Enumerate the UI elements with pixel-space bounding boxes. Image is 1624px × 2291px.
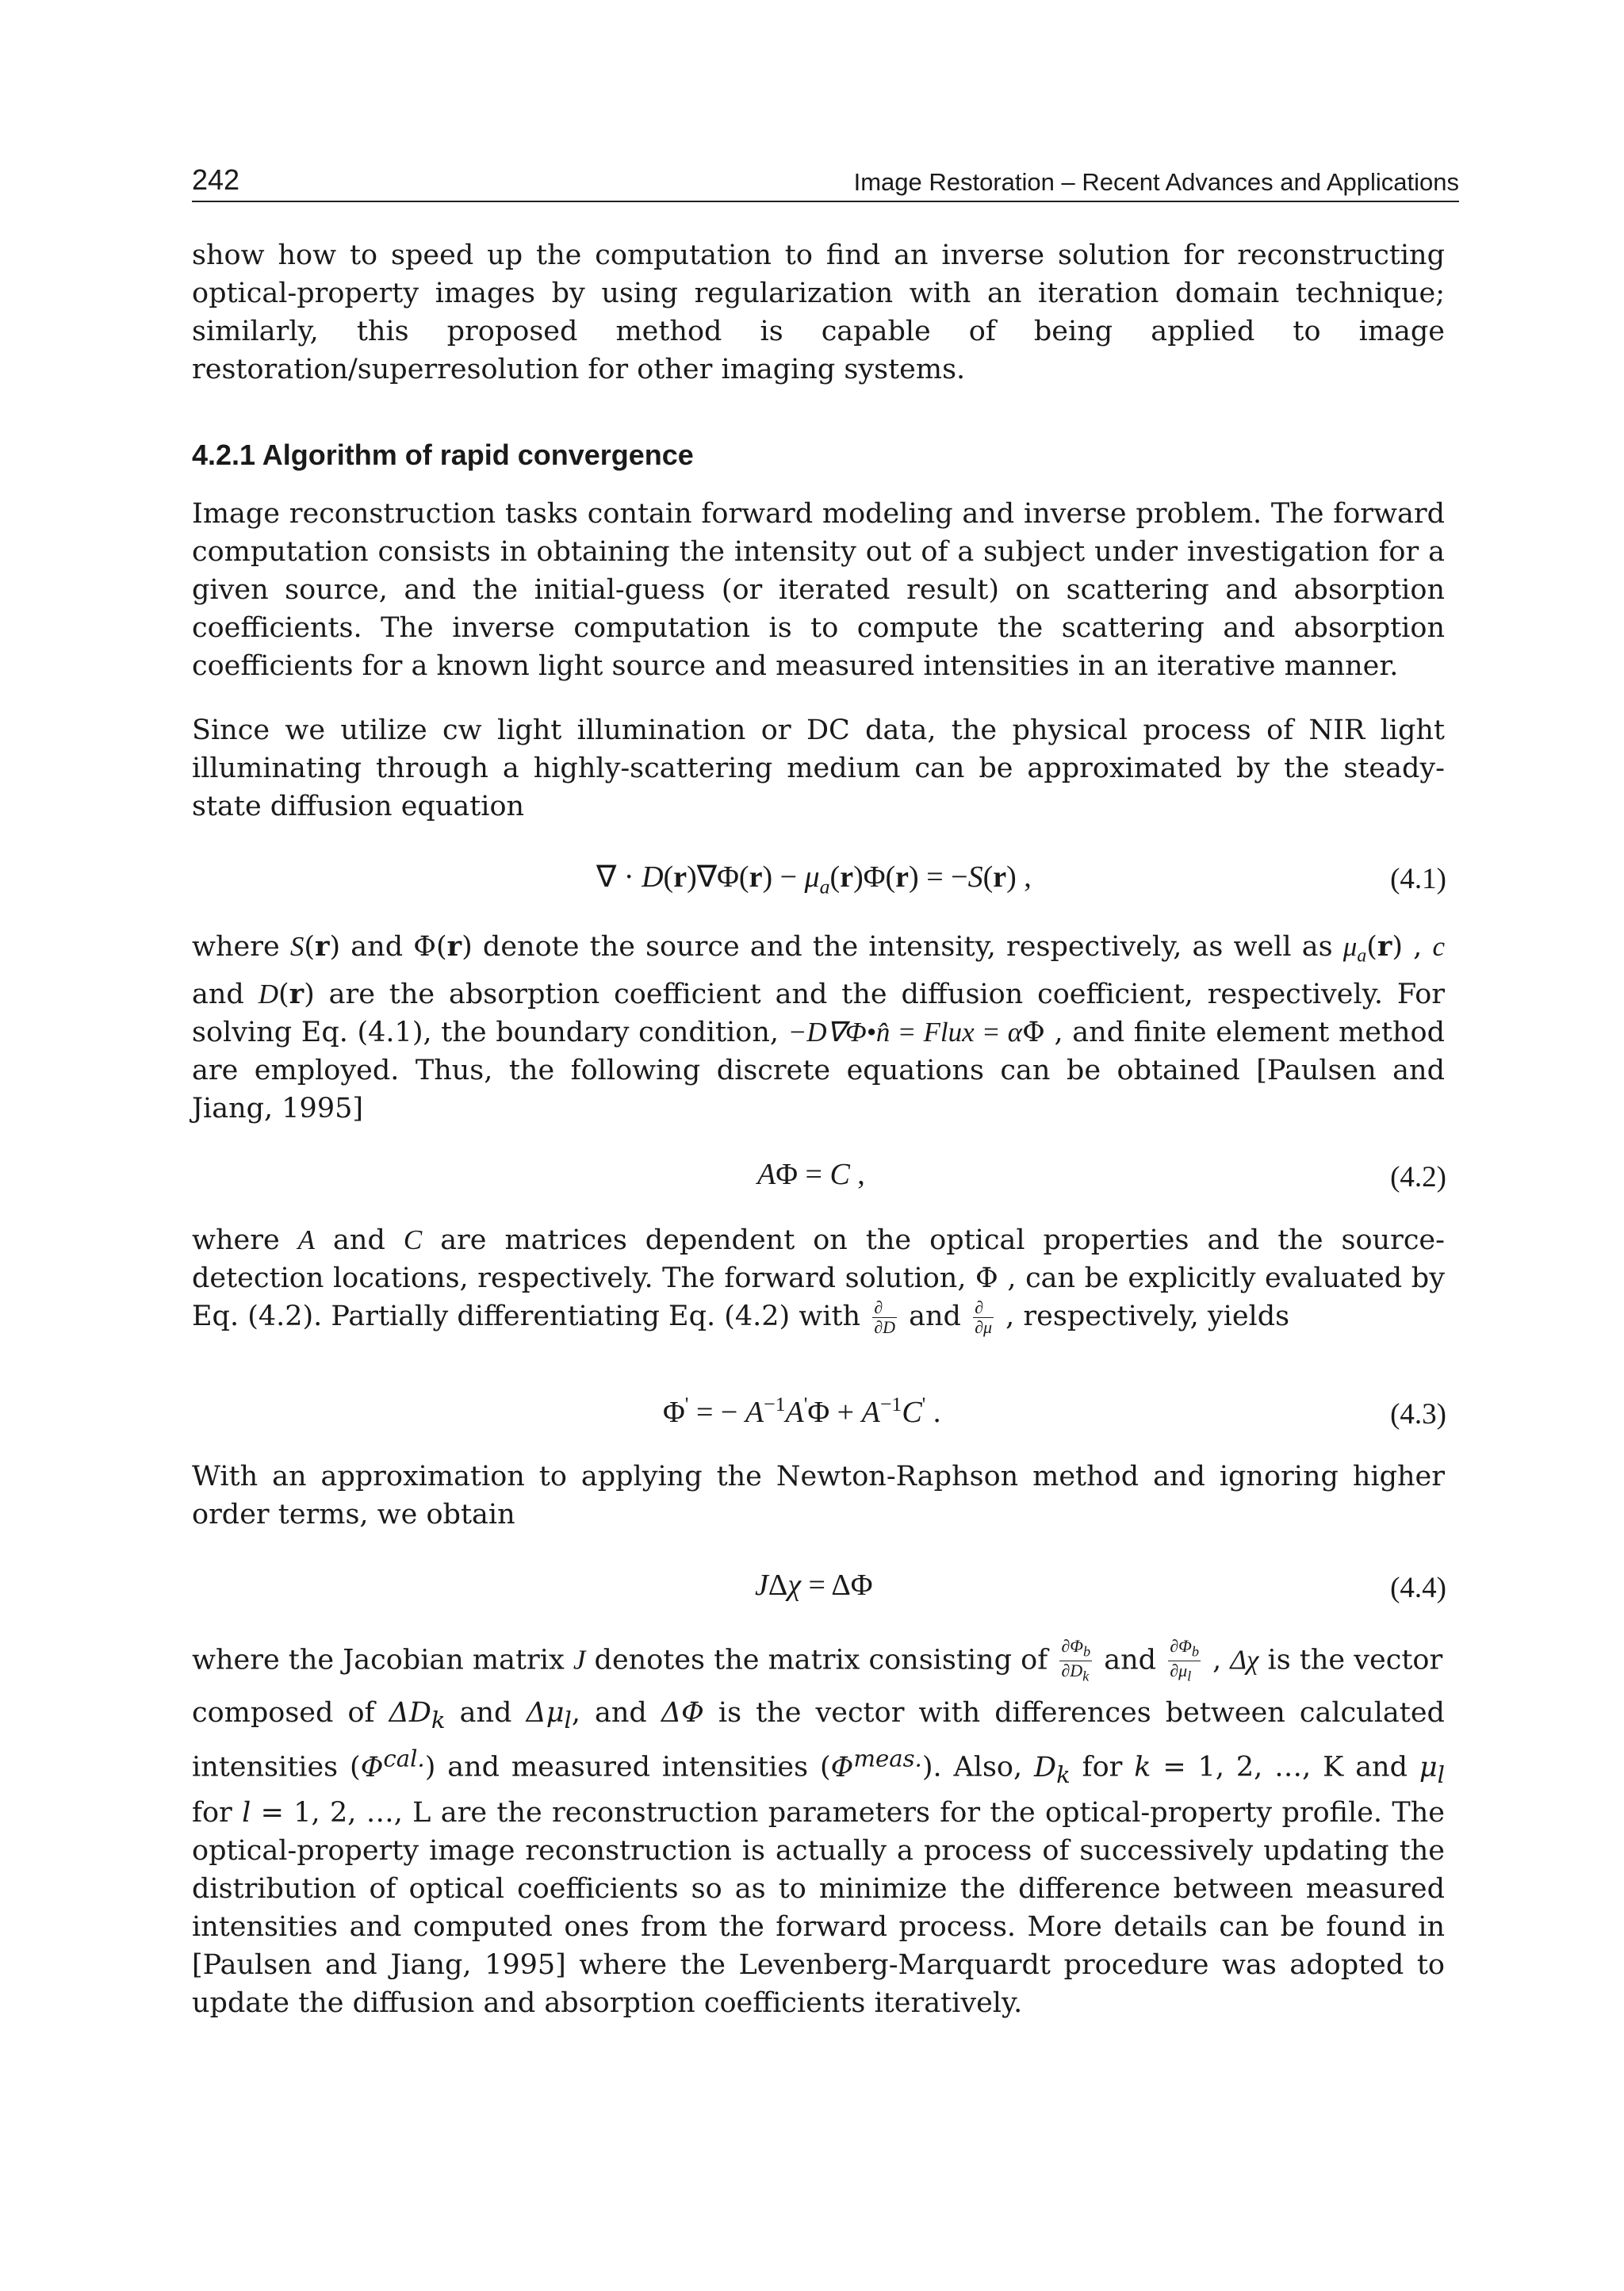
paragraph-intro: show how to speed up the computation to find an inverse solution for reconstructing optical-property images by using regularization with an iteration domain technique; similarly, this proposed method is capable of being applied to image restoration/superresolution for other imaging systems.: [192, 239, 1445, 385]
equation-number-4-1: (4.1): [1390, 863, 1446, 895]
paragraph-composed: composed of $\Delta D_k$ and $\Delta\mu_l$, and ΔΦ is the vector with differences between calculated intensities $(\Phi^{cal.})$ and measured intensities $(\Phi^{meas.})$. Also, $D_k$ for k = 1, 2, …, K and $\mu_l$ for l = 1, 2, …, L are the reconstruction parameters for the optical-property profile. The optical-property image reconstruction is actually a process of successively updating the distribution of optical coefficients so as to minimize the difference between measured intensities and computed ones from the forward process. More details can be found in [Paulsen and Jiang, 1995] where the Levenberg-Marquardt procedure was adopted to update the diffusion and absorption coefficients iteratively.: [192, 1697, 1445, 2019]
equation-number-4-3: (4.3): [1390, 1398, 1446, 1431]
equation-4-2: AΦ = C ,: [757, 1158, 865, 1191]
header-rule: [192, 201, 1459, 202]
running-title: Image Restoration – Recent Advances and Applications: [853, 168, 1459, 196]
paragraph-forward: Image reconstruction tasks contain forward modeling and inverse problem. The forward computation consists in obtaining the intensity out of a subject under investigation for a given source, and the initial-guess (or iterated result) on scattering and absorption coefficients. The inverse computation is to compute the scattering and absorption coefficients for a known light source and measured intensities in an iterative manner.: [192, 498, 1445, 682]
paragraph-jacobian: where the Jacobian matrix J denotes the matrix consisting of $\frac{\partial\Phi_b}{\partial D_k}$ and $\frac{\partial\Phi_b}{\partial\mu_l}$ , Δχ is the vector: [192, 1636, 1443, 1684]
equation-4-3: Φ' = − $A^{-1}A'\Phi + A^{-1}C'$ .: [663, 1393, 941, 1430]
equation-4-1: ∇ · $D(r)\nabla\Phi(r) - \mu_a(r)\Phi(r) = -S(r)$ ,: [596, 860, 1032, 898]
equation-number-4-2: (4.2): [1390, 1161, 1446, 1193]
equation-4-4: JΔχ = ΔΦ: [755, 1569, 873, 1602]
partial-phi-mul-fraction: $\frac{\partial\Phi_b}{\partial\mu_l}$: [1170, 1636, 1200, 1684]
paragraph-cw: Since we utilize cw light illumination or DC data, the physical process of NIR light illuminating through a highly-scattering medium can be approximated by the steady-state diffusion equation: [192, 715, 1445, 822]
section-heading: 4.2.1 Algorithm of rapid convergence: [192, 439, 694, 471]
paragraph-where-2: where A and C are matrices dependent on the optical properties and the source-detection locations, respectively. The forward solution, Φ , can be explicitly evaluated by Eq. (4.2). Partially differentiating Eq. (4.2) with $\frac{\partial}{\partial D}$ and $\frac{\partial}{\partial\mu}$ , respectively, yields: [192, 1224, 1445, 1337]
partial-mu-fraction: $\frac{\partial}{\partial\mu}$: [975, 1297, 993, 1337]
paragraph-where-1: where S(r) and Φ(r) denote the source and the intensity, respectively, as well as $\mu_a(r)$ , c and D(r) are the absorption coefficient and the diffusion coefficient, respectively. For solving Eq. (4.1), the boundary condition, −D∇Φ•n̂ = Flux = αΦ , and finite element method are employed. Thus, the following discrete equations can be obtained [Paulsen and Jiang, 1995]: [192, 930, 1446, 1124]
equation-number-4-4: (4.4): [1390, 1572, 1446, 1604]
page-number: 242: [192, 163, 240, 196]
paragraph-newton: With an approximation to applying the Newton-Raphson method and ignoring higher order terms, we obtain: [192, 1461, 1445, 1531]
partial-phi-dk-fraction: $\frac{\partial\Phi_b}{\partial D_k}$: [1061, 1636, 1091, 1684]
partial-d-fraction: $\frac{\partial}{\partial D}$: [874, 1297, 895, 1337]
